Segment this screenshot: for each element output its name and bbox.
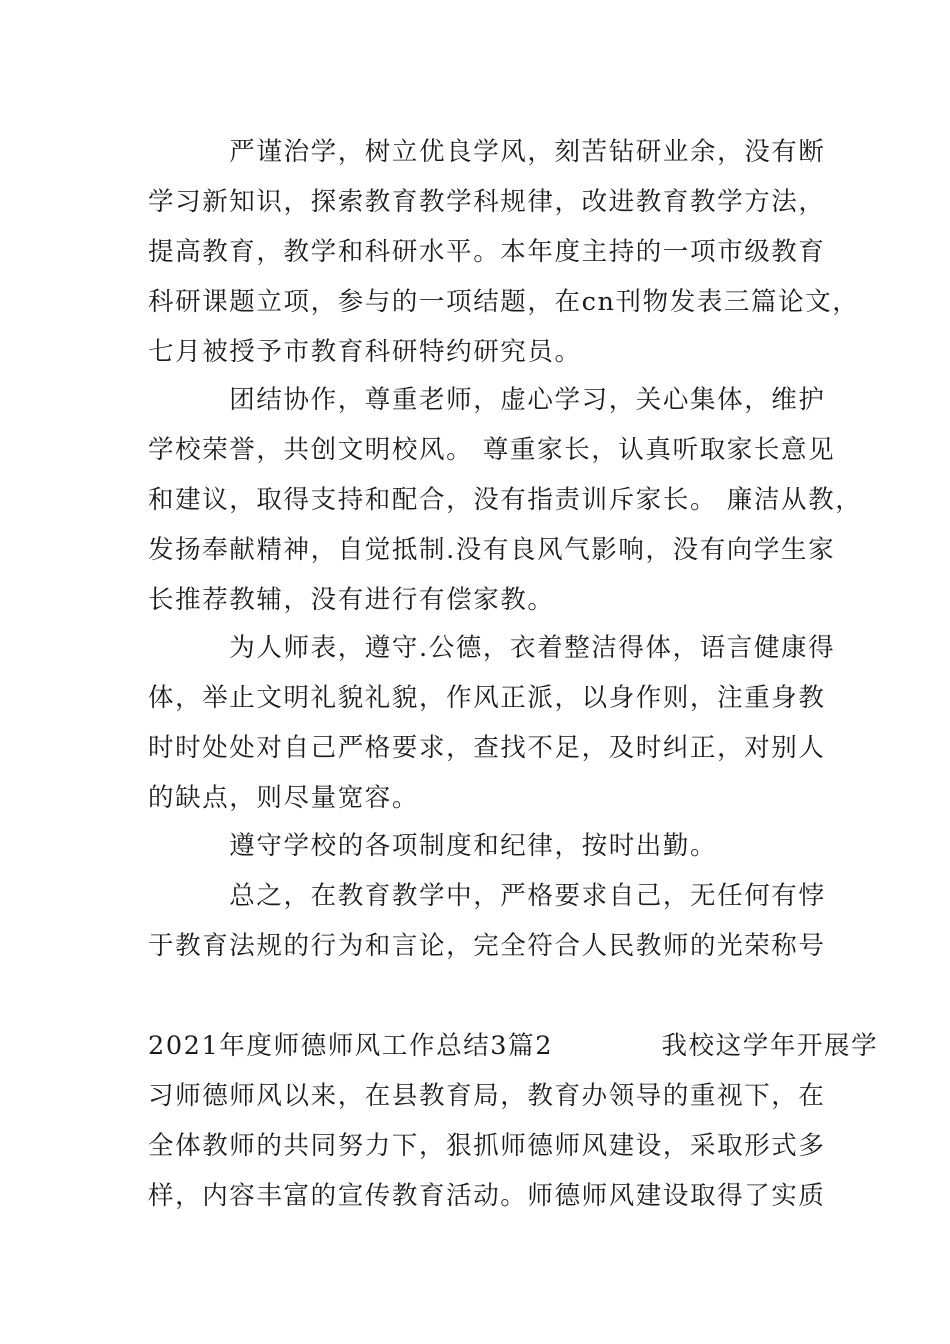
- text-line: 提高教育，教学和科研水平。本年度主持的一项市级教育: [148, 237, 826, 267]
- text-line: 的缺点，则尽量宽容。: [148, 783, 420, 813]
- text-line: 团结协作，尊重老师，虚心学习，关心集体，维护: [148, 385, 826, 415]
- text-line: 科研课题立项，参与的一项结题，在cn刊物发表三篇论文，: [148, 287, 860, 317]
- text-line: 时时处处对自己严格要求，查找不足，及时纠正，对别人: [148, 733, 826, 763]
- text-line: 于教育法规的行为和言论，完全符合人民教师的光荣称号: [148, 931, 826, 961]
- text-line: 学习新知识，探索教育教学科规律，改进教育教学方法，: [148, 187, 826, 217]
- section-heading-line: 2021年度师德师风工作总结3篇2 我校这学年开展学: [148, 1031, 879, 1061]
- text-line: 七月被授予市教育科研特约研究员。: [148, 337, 582, 367]
- text-line: 体，举止文明礼貌礼貌，作风正派，以身作则，注重身教: [148, 683, 826, 713]
- text-line: 长推荐教辅，没有进行有偿家教。: [148, 585, 555, 615]
- text-line: 习师德师风以来，在县教育局，教育办领导的重视下，在: [148, 1081, 826, 1111]
- text-line: 严谨治学，树立优良学风，刻苦钻研业余，没有断: [148, 137, 826, 167]
- text-line: 发扬奉献精神，自觉抵制.没有良风气影响，没有向学生家: [148, 535, 836, 565]
- text-line: 和建议，取得支持和配合，没有指责训斥家长。 廉洁从教，: [148, 485, 863, 515]
- text-line: 遵守学校的各项制度和纪律，按时出勤。: [148, 831, 718, 861]
- text-line: 总之，在教育教学中，严格要求自己，无任何有悖: [148, 881, 826, 911]
- text-line: 样，内容丰富的宣传教育活动。师德师风建设取得了实质: [148, 1181, 826, 1211]
- text-line: 全体教师的共同努力下，狠抓师德师风建设，采取形式多: [148, 1131, 826, 1161]
- text-line: 学校荣誉，共创文明校风。 尊重家长，认真听取家长意见: [148, 435, 836, 465]
- text-line: 为人师表，遵守.公德，衣着整洁得体，语言健康得: [148, 633, 836, 663]
